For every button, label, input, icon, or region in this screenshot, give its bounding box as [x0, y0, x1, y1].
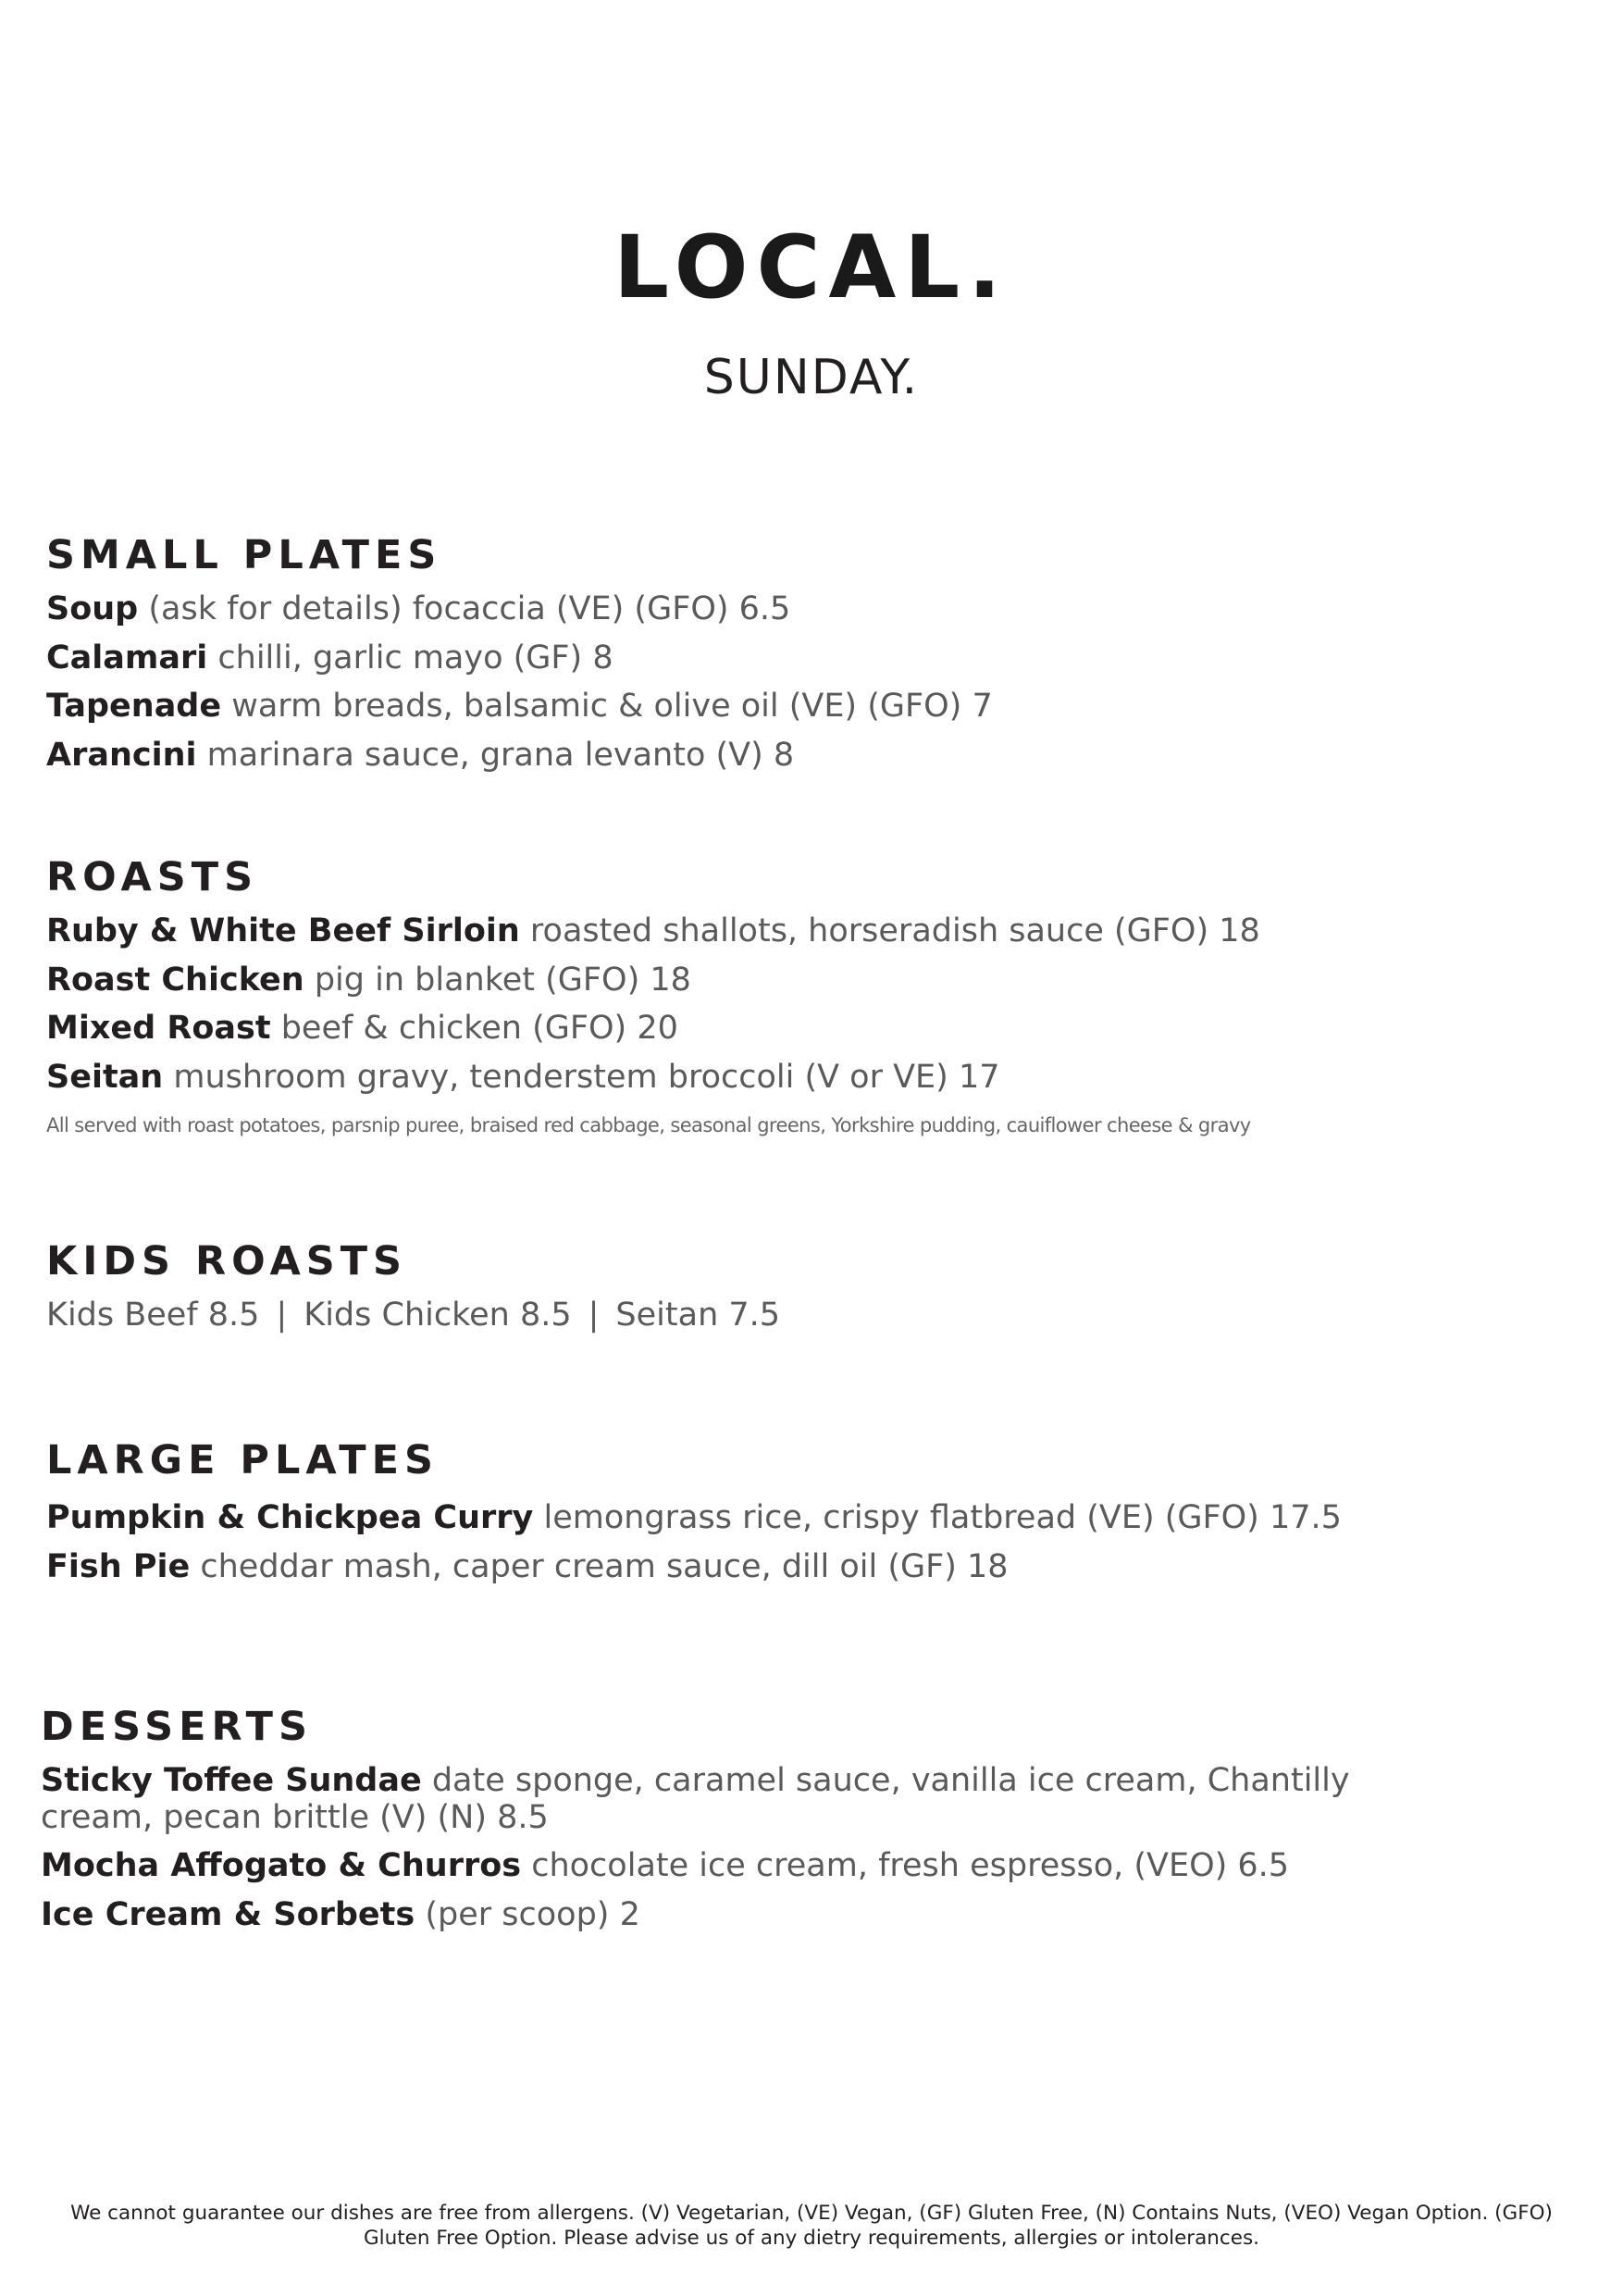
menu-subtitle: SUNDAY. — [703, 350, 920, 405]
separator: | — [276, 1297, 288, 1334]
menu-item-description: pig in blanket (GFO) 18 — [304, 961, 691, 999]
section-roasts — [46, 851, 1573, 1144]
menu-item-name: Arancini — [46, 736, 197, 774]
menu-item-name: Roast Chicken — [46, 961, 304, 999]
menu-item — [46, 956, 1573, 1005]
section-desserts — [41, 1701, 1567, 1939]
section-small-plates — [46, 529, 1573, 779]
section-heading-kids-roasts: KIDS ROASTS — [46, 1238, 408, 1285]
section-heading-large-plates: LARGE PLATES — [46, 1437, 439, 1483]
menu-item-name: Mocha Affogato & Churros — [41, 1847, 522, 1884]
menu-item-name: Pumpkin & Chickpea Curry — [46, 1499, 534, 1536]
menu-item — [46, 1004, 1573, 1053]
menu-item — [46, 1053, 1573, 1102]
section-large-plates — [46, 1434, 1573, 1591]
section-heading-roasts: ROASTS — [46, 854, 259, 900]
kids-item: Kids Chicken 8.5 — [304, 1297, 572, 1334]
menu-item-description: mushroom gravy, tenderstem broccoli (V or VE) 17 — [163, 1058, 1000, 1096]
menu-item-description: roasted shallots, horseradish sauce (GFO) 18 — [519, 912, 1260, 949]
menu-item — [46, 585, 1573, 634]
kids-item: Kids Beef 8.5 — [46, 1297, 260, 1334]
menu-item-description: date sponge, caramel sauce, vanilla ice cream, Chantilly cream, pecan brittle (V) (N) 8.5 — [41, 1762, 1350, 1836]
menu-item — [46, 731, 1573, 780]
menu-item-name: Ruby & White Beef Sirloin — [46, 912, 520, 949]
section-heading-desserts: DESSERTS — [41, 1704, 313, 1750]
menu-item-name: Tapenade — [46, 688, 222, 725]
separator: | — [588, 1297, 600, 1334]
menu-item-name: Ice Cream & Sorbets — [41, 1895, 415, 1933]
section-kids-roasts — [46, 1235, 1573, 1339]
menu-item — [46, 1543, 1573, 1592]
menu-item — [46, 682, 1573, 731]
menu-item-description: lemongrass rice, crispy flatbread (VE) (GFO) 17.5 — [533, 1499, 1342, 1536]
allergen-footer: We cannot guarantee our dishes are free from allergens. (V) Vegetarian, (VE) Vegan, (GF) Gluten Free, (N) Contains Nuts, (VEO) Vegan Option. (GFO) Gluten Free Option. Please advise us of any dietry requirements, allergies or intolerances. — [70, 2202, 1553, 2250]
menu-item — [41, 1762, 1410, 1836]
menu-item-description: (per scoop) 2 — [415, 1895, 640, 1933]
menu-item-name: Seitan — [46, 1058, 164, 1096]
kids-roasts-line — [46, 1291, 1573, 1339]
kids-item: Seitan 7.5 — [615, 1297, 781, 1334]
menu-item — [46, 907, 1573, 956]
menu-item — [41, 1842, 1567, 1891]
menu-item-description: beef & chicken (GFO) 20 — [270, 1010, 678, 1047]
menu-item-description: cheddar mash, caper cream sauce, dill oil (GF) 18 — [190, 1547, 1009, 1585]
menu-item-name: Fish Pie — [46, 1547, 191, 1585]
menu-item-name: Sticky Toffee Sundae — [41, 1762, 422, 1799]
menu-item — [41, 1891, 1567, 1940]
menu-item-name: Mixed Roast — [46, 1010, 271, 1047]
menu-title: LOCAL. — [613, 217, 1010, 318]
section-heading-small-plates: SMALL PLATES — [46, 532, 442, 578]
menu-item-description: warm breads, balsamic & olive oil (VE) (GFO) 7 — [221, 688, 993, 725]
menu-item-description: chocolate ice cream, fresh espresso, (VEO) 6.5 — [521, 1847, 1290, 1884]
menu-item-description: chilli, garlic mayo (GF) 8 — [207, 639, 613, 676]
menu-item-name: Calamari — [46, 639, 208, 676]
menu-item-description: marinara sauce, grana levanto (V) 8 — [196, 736, 795, 774]
menu-item-description: (ask for details) focaccia (VE) (GFO) 6.5 — [138, 590, 791, 627]
menu-item-name: Soup — [46, 590, 139, 627]
menu-item — [46, 1494, 1573, 1543]
menu-item — [46, 634, 1573, 683]
roasts-note: All served with roast potatoes, parsnip puree, braised red cabbage, seasonal greens, Yorkshire pudding, cauiflower cheese & gravy — [46, 1114, 1251, 1136]
